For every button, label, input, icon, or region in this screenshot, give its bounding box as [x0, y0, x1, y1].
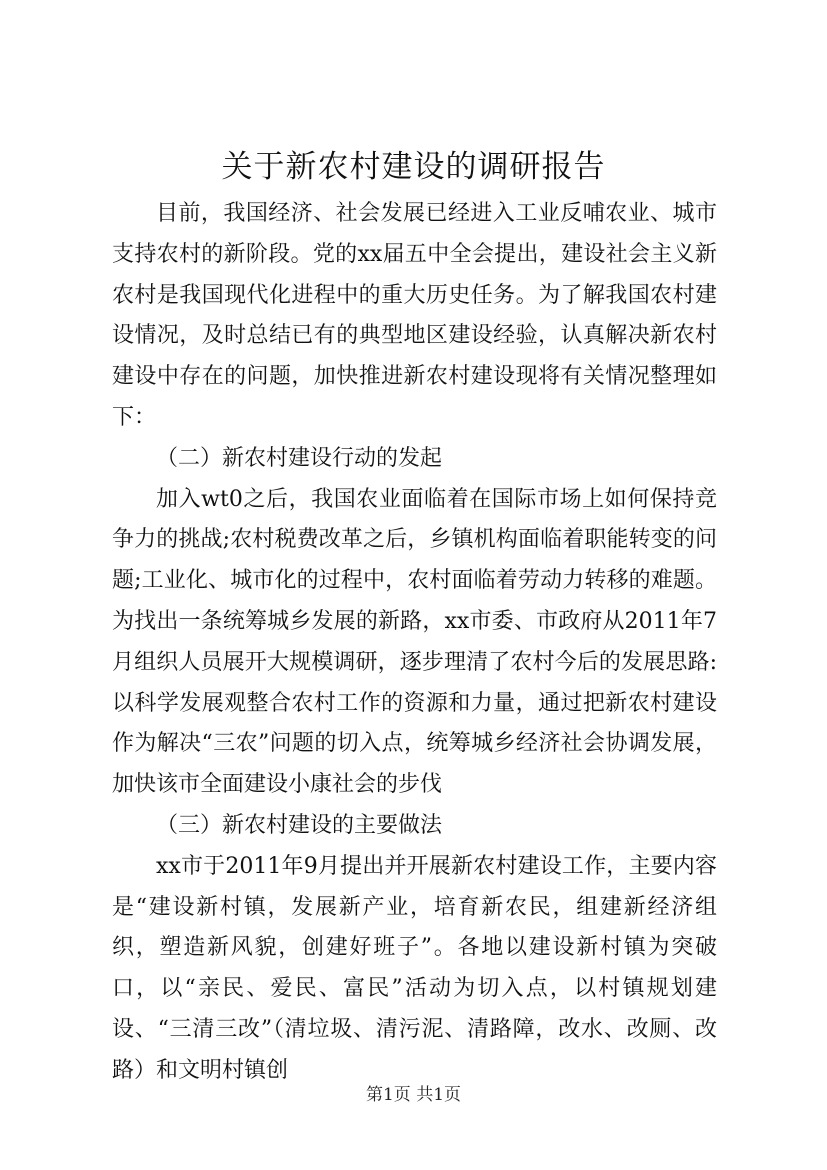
paragraph-section-2: 加入wt0之后，我国农业面临着在国际市场上如何保持竞争力的挑战;农村税费改革之后，乡镇机构面临着职能转变的问题;工业化、城市化的过程中，农村面临着劳动力转移的难题。为找出一条统筹城乡发展的新路，xx市委、市政府从2011年7月组织人员展开大规模调研，逐步理清了农村今后的发展思路:以科学发展观整合农村工作的资源和力量，通过把新农村建设作为解决“三农”问题的切入点，统筹城乡经济社会协调发展，加快该市全面建设小康社会的步伐 — [112, 486, 717, 798]
page-footer: 第1页 共1页 — [365, 1085, 462, 1105]
document-body — [112, 194, 717, 1092]
section-heading-2: （二）新农村建设行动的发起 — [156, 445, 443, 471]
section-heading-3: （三）新农村建设的主要做法 — [156, 812, 443, 838]
document-title: 关于新农村建设的调研报告 — [221, 149, 606, 185]
paragraph-section-3: xx市于2011年9月提出并开展新农村建设工作，主要内容是“建设新村镇，发展新产业，培育新农民，组建新经济组织，塑造新风貌，创建好班子”。各地以建设新村镇为突破口，以“亲民、爱民、富民”活动为切入点，以村镇规划建设、“三清三改”（清垃圾、清污泥、清路障，改水、改厕、改路）和文明村镇创 — [112, 853, 717, 1083]
paragraph-intro: 目前，我国经济、社会发展已经进入工业反哺农业、城市支持农村的新阶段。党的xx届五中全会提出，建设社会主义新农村是我国现代化进程中的重大历史任务。为了解我国农村建设情况，及时总结已有的典型地区建设经验，认真解决新农村建设中存在的问题，加快推进新农村建设现将有关情况整理如下： — [112, 201, 717, 430]
